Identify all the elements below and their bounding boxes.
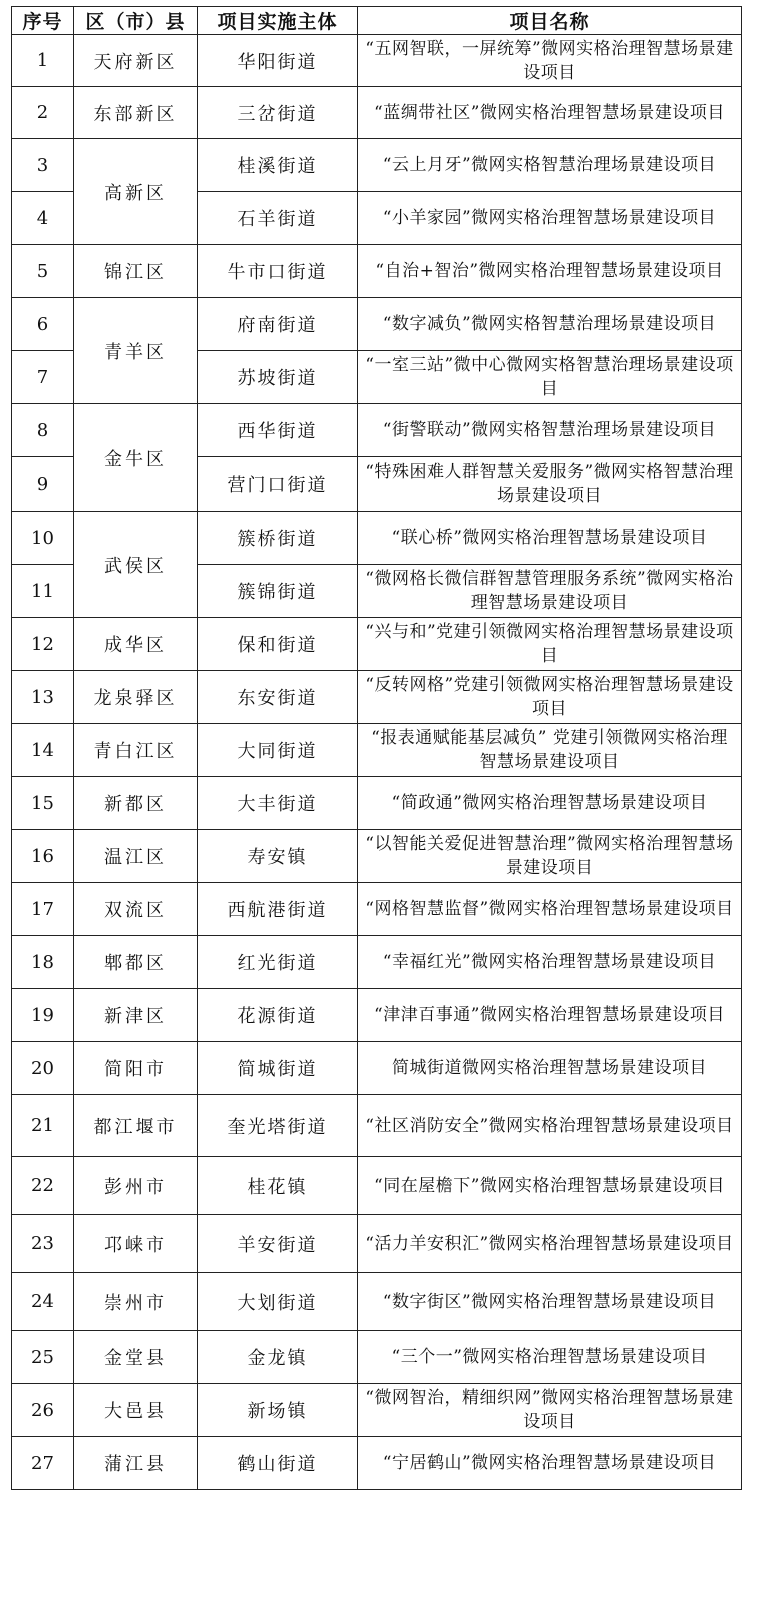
district-cell: 龙泉驿区 [74,671,198,724]
table-row [12,1042,742,1095]
table-row [12,35,742,87]
seq-cell: 10 [12,512,74,565]
table-row [12,1384,742,1437]
seq-cell: 8 [12,404,74,457]
table-row [12,724,742,777]
seq-cell: 24 [12,1273,74,1331]
project-name-cell: “三个一”微网实格治理智慧场景建设项目 [358,1331,742,1384]
project-name-cell: “宁居鹤山”微网实格治理智慧场景建设项目 [358,1437,742,1490]
project-name-cell: “同在屋檐下”微网实格治理智慧场景建设项目 [358,1157,742,1215]
district-cell: 邛崃市 [74,1215,198,1273]
entity-cell: 桂溪街道 [198,139,358,192]
table-row [12,1273,742,1331]
district-cell: 蒲江县 [74,1437,198,1490]
seq-cell: 23 [12,1215,74,1273]
entity-cell: 奎光塔街道 [198,1095,358,1157]
project-name-cell: “社区消防安全”微网实格治理智慧场景建设项目 [358,1095,742,1157]
district-cell: 郫都区 [74,936,198,989]
district-cell: 锦江区 [74,245,198,298]
entity-cell: 东安街道 [198,671,358,724]
entity-cell: 华阳街道 [198,35,358,87]
district-cell: 彭州市 [74,1157,198,1215]
entity-cell: 简城街道 [198,1042,358,1095]
district-cell: 新都区 [74,777,198,830]
table-row [12,936,742,989]
district-cell: 温江区 [74,830,198,883]
seq-cell: 20 [12,1042,74,1095]
seq-cell: 4 [12,192,74,245]
table-row [12,139,742,192]
seq-cell: 11 [12,565,74,618]
header-project-name: 项目名称 [358,7,742,35]
table-row [12,1437,742,1490]
seq-cell: 18 [12,936,74,989]
entity-cell: 大划街道 [198,1273,358,1331]
entity-cell: 牛市口街道 [198,245,358,298]
entity-cell: 西航港街道 [198,883,358,936]
entity-cell: 鹤山街道 [198,1437,358,1490]
district-cell: 天府新区 [74,35,198,87]
entity-cell: 红光街道 [198,936,358,989]
project-name-cell: “网格智慧监督”微网实格治理智慧场景建设项目 [358,883,742,936]
table-row [12,404,742,457]
project-name-cell: “以智能关爱促进智慧治理”微网实格治理智慧场景建设项目 [358,830,742,883]
seq-cell: 21 [12,1095,74,1157]
project-name-cell: “一室三站”微中心微网实格智慧治理场景建设项目 [358,351,742,404]
table-row [12,777,742,830]
project-table [11,6,742,1490]
entity-cell: 簇锦街道 [198,565,358,618]
district-cell: 青羊区 [74,298,198,404]
seq-cell: 16 [12,830,74,883]
entity-cell: 金龙镇 [198,1331,358,1384]
header-entity: 项目实施主体 [198,7,358,35]
header-seq: 序号 [12,7,74,35]
table-row [12,671,742,724]
seq-cell: 14 [12,724,74,777]
seq-cell: 3 [12,139,74,192]
seq-cell: 5 [12,245,74,298]
seq-cell: 7 [12,351,74,404]
seq-cell: 6 [12,298,74,351]
district-cell: 简阳市 [74,1042,198,1095]
project-name-cell: “数字街区”微网实格治理智慧场景建设项目 [358,1273,742,1331]
project-name-cell: “特殊困难人群智慧关爱服务”微网实格智慧治理场景建设项目 [358,457,742,512]
seq-cell: 26 [12,1384,74,1437]
seq-cell: 19 [12,989,74,1042]
table-row [12,883,742,936]
entity-cell: 苏坡街道 [198,351,358,404]
entity-cell: 大同街道 [198,724,358,777]
table-row [12,1215,742,1273]
district-cell: 新津区 [74,989,198,1042]
entity-cell: 大丰街道 [198,777,358,830]
project-name-cell: “微网格长微信群智慧管理服务系统”微网实格治理智慧场景建设项目 [358,565,742,618]
seq-cell: 22 [12,1157,74,1215]
table-row [12,298,742,351]
project-name-cell: “云上月牙”微网实格智慧治理场景建设项目 [358,139,742,192]
table-row [12,1331,742,1384]
seq-cell: 17 [12,883,74,936]
district-cell: 都江堰市 [74,1095,198,1157]
seq-cell: 2 [12,87,74,139]
project-name-cell: “自治+智治”微网实格治理智慧场景建设项目 [358,245,742,298]
entity-cell: 羊安街道 [198,1215,358,1273]
table-row [12,618,742,671]
entity-cell: 石羊街道 [198,192,358,245]
district-cell: 大邑县 [74,1384,198,1437]
entity-cell: 桂花镇 [198,1157,358,1215]
district-cell: 双流区 [74,883,198,936]
table-row [12,1157,742,1215]
project-name-cell: “联心桥”微网实格治理智慧场景建设项目 [358,512,742,565]
district-cell: 武侯区 [74,512,198,618]
entity-cell: 新场镇 [198,1384,358,1437]
entity-cell: 寿安镇 [198,830,358,883]
entity-cell: 保和街道 [198,618,358,671]
project-name-cell: “微网智治，精细织网”微网实格治理智慧场景建设项目 [358,1384,742,1437]
table-row [12,1095,742,1157]
seq-cell: 27 [12,1437,74,1490]
project-name-cell: “数字减负”微网实格智慧治理场景建设项目 [358,298,742,351]
district-cell: 青白江区 [74,724,198,777]
project-name-cell: “反转网格”党建引领微网实格治理智慧场景建设项目 [358,671,742,724]
table-row [12,87,742,139]
district-cell: 金堂县 [74,1331,198,1384]
project-name-cell: “五网智联，一屏统筹”微网实格治理智慧场景建设项目 [358,35,742,87]
district-cell: 高新区 [74,139,198,245]
seq-cell: 15 [12,777,74,830]
project-name-cell: 简城街道微网实格治理智慧场景建设项目 [358,1042,742,1095]
project-name-cell: “报表通赋能基层减负” 党建引领微网实格治理智慧场景建设项目 [358,724,742,777]
entity-cell: 营门口街道 [198,457,358,512]
project-name-cell: “活力羊安积汇”微网实格治理智慧场景建设项目 [358,1215,742,1273]
project-name-cell: “蓝绸带社区”微网实格治理智慧场景建设项目 [358,87,742,139]
seq-cell: 1 [12,35,74,87]
table-row [12,830,742,883]
table-row [12,512,742,565]
district-cell: 成华区 [74,618,198,671]
table-row [12,245,742,298]
entity-cell: 花源街道 [198,989,358,1042]
entity-cell: 三岔街道 [198,87,358,139]
table-row [12,989,742,1042]
project-name-cell: “幸福红光”微网实格治理智慧场景建设项目 [358,936,742,989]
project-list-sheet [11,6,742,1490]
district-cell: 金牛区 [74,404,198,512]
entity-cell: 簇桥街道 [198,512,358,565]
table-body [12,35,742,1490]
district-cell: 崇州市 [74,1273,198,1331]
table-header-row [12,7,742,35]
seq-cell: 13 [12,671,74,724]
project-name-cell: “津津百事通”微网实格治理智慧场景建设项目 [358,989,742,1042]
seq-cell: 25 [12,1331,74,1384]
header-district: 区（市）县 [74,7,198,35]
project-name-cell: “简政通”微网实格治理智慧场景建设项目 [358,777,742,830]
district-cell: 东部新区 [74,87,198,139]
seq-cell: 12 [12,618,74,671]
project-name-cell: “街警联动”微网实格智慧治理场景建设项目 [358,404,742,457]
project-name-cell: “兴与和”党建引领微网实格治理智慧场景建设项目 [358,618,742,671]
entity-cell: 西华街道 [198,404,358,457]
entity-cell: 府南街道 [198,298,358,351]
seq-cell: 9 [12,457,74,512]
project-name-cell: “小羊家园”微网实格治理智慧场景建设项目 [358,192,742,245]
